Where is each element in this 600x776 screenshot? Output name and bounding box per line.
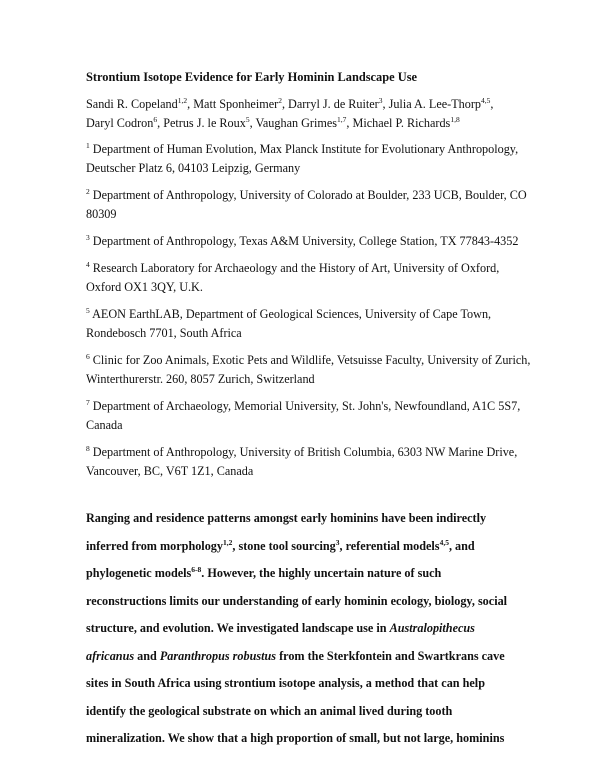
affiliation <box>86 186 532 224</box>
author-name: Daryl Codron <box>86 116 154 130</box>
author-name: Petrus J. le Roux <box>163 116 246 130</box>
abstract-text: and <box>134 648 160 663</box>
author-affiliation-mark: 1,7 <box>337 115 347 124</box>
author <box>86 97 187 111</box>
author-separator: , <box>187 97 194 111</box>
abstract-text: Ranging and residence patterns amongst early hominins have been indirectly <box>86 511 487 525</box>
affiliation <box>86 351 532 389</box>
affiliation <box>86 305 532 343</box>
author-separator: , <box>382 97 389 111</box>
species-name: africanus <box>86 648 135 663</box>
author-affiliation-mark: 1,2 <box>177 96 188 105</box>
affiliation-text: Department of Anthropology, University of Colorado at Boulder, 233 UCB, Boulder, CO 80309 <box>86 188 527 221</box>
citation-mark: 4,5 <box>439 537 449 547</box>
abstract-text: . However, the highly uncertain nature of such <box>201 566 442 580</box>
paper-title: Strontium Isotope Evidence for Early Hominin Landscape Use <box>86 70 418 84</box>
abstract-text: identify the geological substrate on which an animal lived during tooth <box>86 703 453 718</box>
affiliation-text: Clinic for Zoo Animals, Exotic Pets and Wildlife, Vetsuisse Faculty, University of Zurich, Winterthurerstr. 260, 8057 Zurich, Switzerland <box>86 353 531 386</box>
affiliation-number: 8 <box>86 444 90 453</box>
abstract-text: reconstructions limits our understanding of early hominin ecology, biology, social <box>86 593 508 608</box>
author-affiliation-mark: 4,5 <box>481 96 491 105</box>
abstract-line <box>86 533 532 561</box>
abstract-line <box>86 643 532 671</box>
author-separator: , <box>346 116 353 130</box>
affiliation-text: Department of Human Evolution, Max Planck Institute for Evolutionary Anthropology, Deutscher Platz 6, 04103 Leipzig, Germany <box>86 142 519 175</box>
abstract-text: , stone tool sourcing <box>232 538 336 553</box>
affiliation-number: 4 <box>86 260 90 269</box>
abstract-line <box>86 670 532 698</box>
citation-mark: 6-8 <box>191 565 202 574</box>
author-name: Julia A. Lee-Thorp <box>388 97 481 111</box>
abstract-line <box>86 505 532 533</box>
author-name: Matt Sponheimer <box>193 97 279 111</box>
affiliation-text: Research Laboratory for Archaeology and the History of Art, University of Oxford, Oxford OX1 3QY, U.K. <box>86 261 500 294</box>
affiliation-text: Department of Archaeology, Memorial University, St. John's, Newfoundland, A1C 5S7, Canada <box>86 399 521 432</box>
author <box>163 116 249 130</box>
abstract-text: , and <box>448 538 475 553</box>
author-separator: , <box>490 97 494 111</box>
author-name: Darryl J. de Ruiter <box>288 97 379 111</box>
author <box>193 97 282 111</box>
author <box>255 116 346 130</box>
abstract-text: phylogenetic models <box>86 566 192 580</box>
author-name: Vaughan Grimes <box>255 116 338 130</box>
author-affiliation-mark: 2 <box>278 96 282 105</box>
abstract-text: , referential models <box>339 538 440 553</box>
affiliation-number: 6 <box>86 352 90 361</box>
abstract-line <box>86 698 532 726</box>
affiliation-number: 2 <box>86 187 90 196</box>
abstract-line <box>86 725 532 753</box>
affiliation-number: 5 <box>86 306 90 315</box>
author-separator: , <box>157 116 164 130</box>
abstract-text: structure, and evolution. We investigated landscape use in <box>86 621 390 635</box>
author <box>86 116 157 130</box>
author-affiliation-mark: 6 <box>153 115 158 124</box>
abstract-text: inferred from morphology <box>86 538 223 553</box>
affiliation <box>86 259 532 297</box>
author-separator: , <box>249 116 256 130</box>
author-list <box>86 95 532 133</box>
abstract-text: sites in South Africa using strontium isotope analysis, a method that can help <box>86 676 485 690</box>
affiliation <box>86 140 532 178</box>
author-name: Sandi R. Copeland <box>86 97 178 111</box>
author <box>388 96 494 111</box>
abstract-line <box>86 588 532 616</box>
author <box>288 97 382 111</box>
citation-mark: 1,2 <box>222 537 233 547</box>
abstract-line <box>86 560 532 588</box>
abstract-text: mineralization. We show that a high proportion of small, but not large, hominins <box>86 731 505 745</box>
paper-body <box>86 70 532 753</box>
abstract-text: from the Sterkfontein and Swartkrans cave <box>276 648 505 663</box>
species-name: Australopithecus <box>389 621 475 635</box>
citation-mark: 3 <box>335 537 340 547</box>
author-name: Michael P. Richards <box>352 116 451 130</box>
species-name: Paranthropus robustus <box>159 648 277 663</box>
affiliation-text: Department of Anthropology, University of British Columbia, 6303 NW Marine Drive, Vancouver, BC, V6T 1Z1, Canada <box>86 445 518 478</box>
author-affiliation-mark: 5 <box>245 115 250 124</box>
affiliation-list <box>86 140 532 481</box>
affiliation <box>86 232 532 251</box>
affiliation <box>86 443 532 481</box>
affiliation-number: 7 <box>86 398 90 407</box>
author-affiliation-mark: 3 <box>378 96 383 105</box>
author-affiliation-mark: 1,8 <box>450 115 460 124</box>
author-separator: , <box>281 97 289 111</box>
abstract-paragraph <box>86 505 532 753</box>
affiliation <box>86 397 532 435</box>
affiliation-text: Department of Anthropology, Texas A&M University, College Station, TX 77843-4352 <box>92 234 519 248</box>
affiliation-number: 1 <box>86 141 90 150</box>
affiliation-number: 3 <box>86 233 90 242</box>
abstract-line <box>86 615 532 643</box>
author <box>352 116 459 130</box>
affiliation-text: AEON EarthLAB, Department of Geological Sciences, University of Cape Town, Rondebosch 7701, South Africa <box>86 307 492 340</box>
